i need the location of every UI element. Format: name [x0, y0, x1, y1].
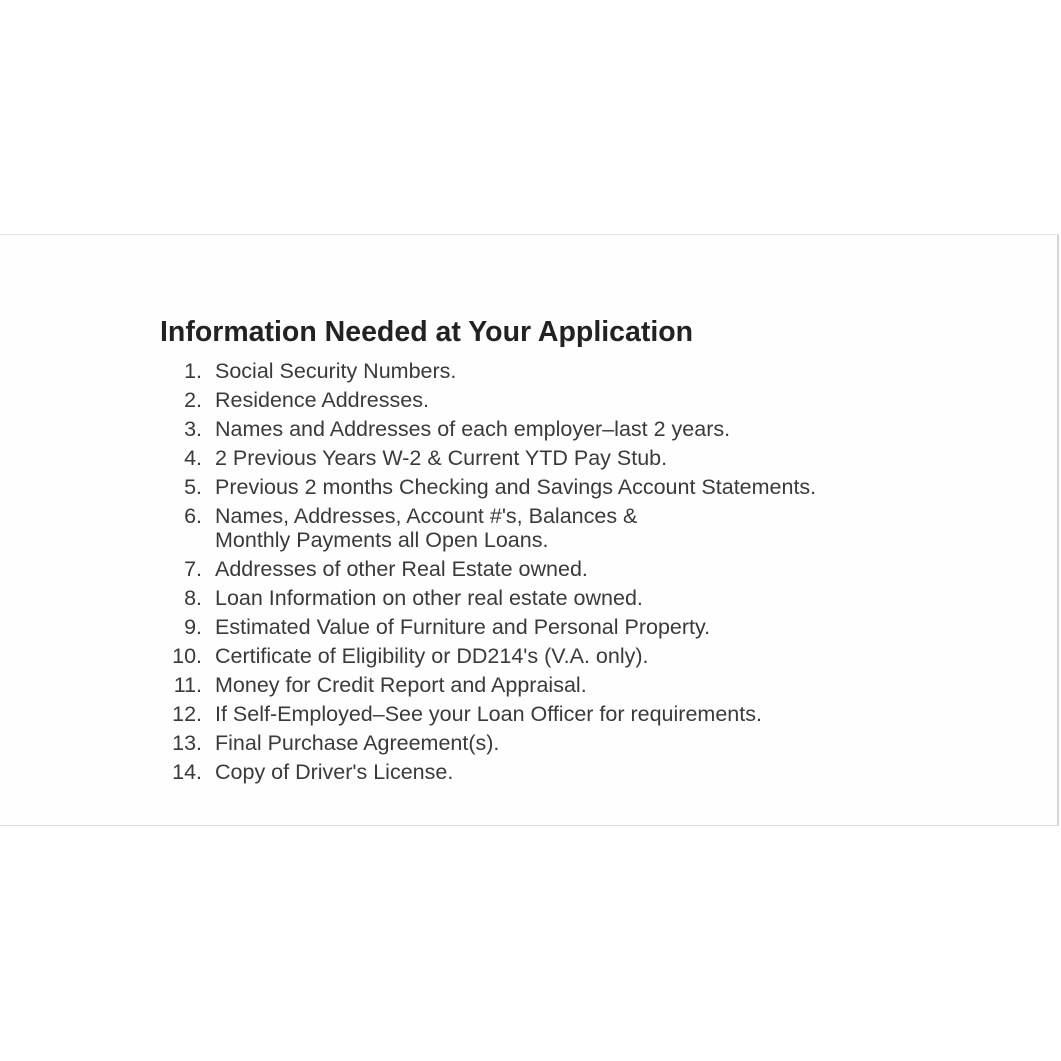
list-item [160, 644, 816, 668]
list-item-line: Names and Addresses of each employer–last 2 years. [215, 417, 731, 441]
list-item [160, 731, 816, 755]
list-item [160, 673, 816, 697]
list-item-line: Money for Credit Report and Appraisal. [215, 673, 587, 697]
list-item-line: Residence Addresses. [215, 388, 429, 412]
list-item [160, 446, 816, 470]
list-item-text [215, 475, 816, 499]
list-item-number: 12. [172, 702, 202, 726]
list-item-line: Previous 2 months Checking and Savings Account Statements. [215, 475, 817, 499]
list-item-number: 7. [184, 557, 202, 581]
list-item-line: Loan Information on other real estate owned. [215, 586, 643, 610]
list-item-line: Monthly Payments all Open Loans. [215, 528, 549, 552]
list-item [160, 504, 816, 552]
list-item-text [215, 446, 667, 470]
list-item-text [215, 388, 429, 412]
list-item [160, 417, 816, 441]
list-item-number: 10. [172, 644, 202, 668]
list-item [160, 586, 816, 610]
list-item-text [215, 760, 453, 784]
list-item-text [215, 673, 587, 697]
list-item-text [215, 359, 456, 383]
list-item-text [215, 557, 588, 581]
list-item-number: 4. [184, 446, 202, 470]
list-item [160, 557, 816, 581]
card-title: Information Needed at Your Application [160, 316, 694, 348]
list-item-text [215, 702, 762, 726]
list-item-line: Names, Addresses, Account #'s, Balances & [215, 504, 638, 528]
list-item-number: 3. [184, 417, 202, 441]
list-item-number: 1. [184, 359, 202, 383]
list-item-text [215, 731, 499, 755]
list-item-number: 14. [172, 760, 202, 784]
list-item-line: Final Purchase Agreement(s). [215, 731, 500, 755]
list-item-number: 6. [184, 504, 202, 528]
list-item-text [215, 644, 648, 668]
list-item-text [215, 504, 637, 552]
list-item-number: 11. [173, 673, 202, 697]
list-item-line: 2 Previous Years W-2 & Current YTD Pay Stub. [215, 446, 668, 470]
list-item-line: Addresses of other Real Estate owned. [215, 557, 588, 581]
list-item [160, 359, 816, 383]
list-item [160, 702, 816, 726]
list-item [160, 388, 816, 412]
list-item [160, 760, 816, 784]
info-card [0, 234, 1059, 826]
list-item-line: Estimated Value of Furniture and Personal Property. [215, 615, 711, 639]
list-item-line: Certificate of Eligibility or DD214's (V.A. only). [215, 644, 649, 668]
list-item-text [215, 615, 710, 639]
list-item-line: Social Security Numbers. [215, 359, 457, 383]
list-item-number: 2. [184, 388, 202, 412]
requirements-list [160, 359, 816, 789]
list-item [160, 615, 816, 639]
list-item-line: Copy of Driver's License. [215, 760, 454, 784]
list-item-text [215, 586, 643, 610]
list-item-number: 13. [172, 731, 202, 755]
list-item-number: 8. [184, 586, 202, 610]
list-item-number: 9. [184, 615, 202, 639]
list-item-number: 5. [184, 475, 202, 499]
list-item-line: If Self-Employed–See your Loan Officer for requirements. [215, 702, 762, 726]
list-item [160, 475, 816, 499]
list-item-text [215, 417, 730, 441]
